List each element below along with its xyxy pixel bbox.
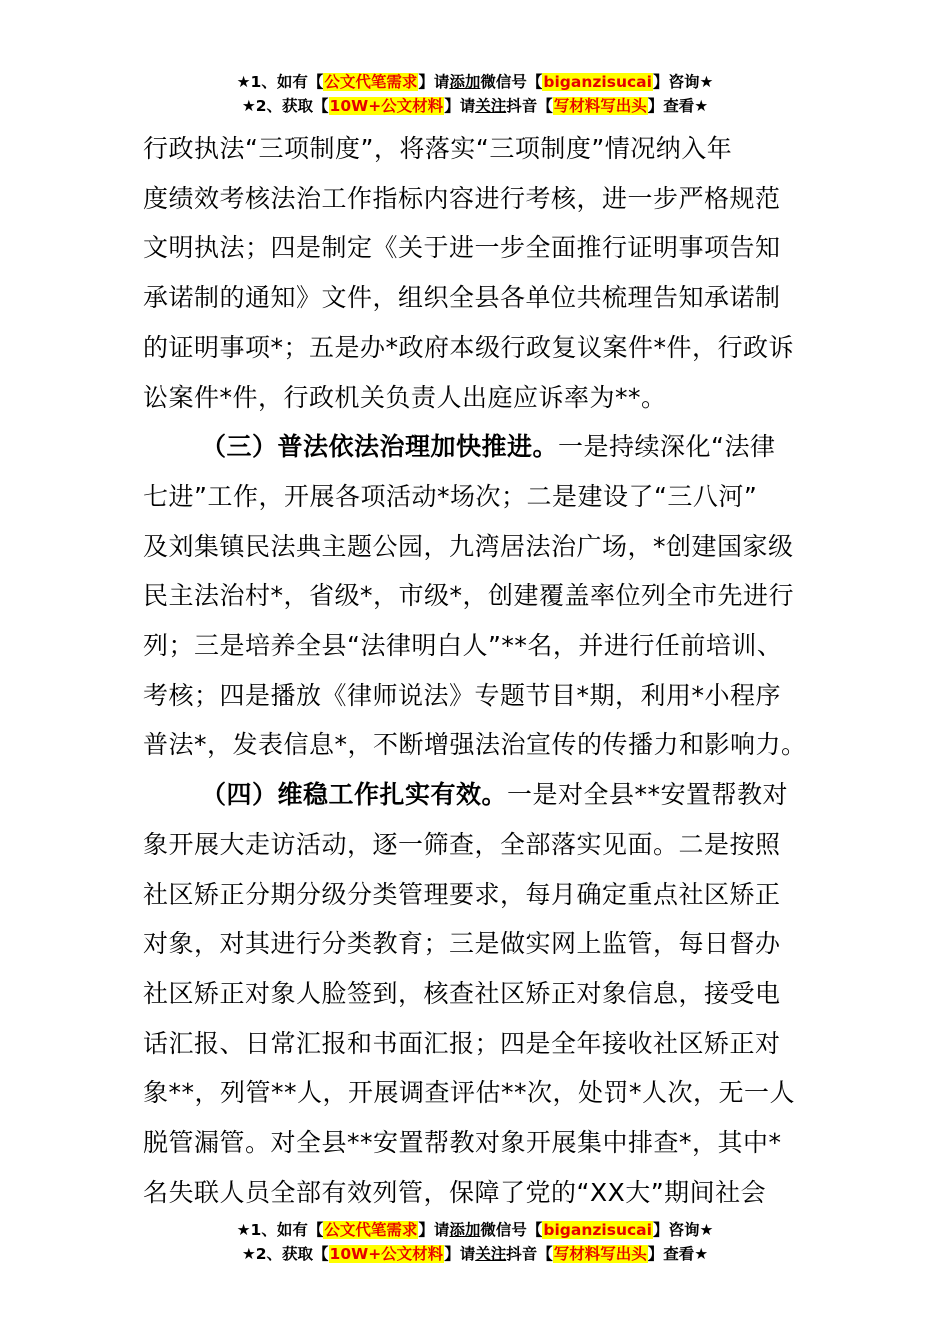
banner-text: 】咨询★: [652, 73, 714, 91]
text-line: 文明执法；四是制定《关于进一步全面推行证明事项告知: [143, 233, 781, 263]
text-line: 七进”工作，开展各项活动*场次；二是建设了“三八河”: [143, 481, 758, 511]
text-line: [143, 770, 815, 820]
highlight-douyin-account: 写材料写出头: [553, 97, 647, 115]
bottom-banner: [0, 1218, 950, 1266]
banner-text: 】请: [444, 1245, 476, 1263]
text-line: 社区矫正对象人脸签到，核查社区矫正对象信息，接受电: [143, 978, 781, 1008]
banner-text: 】请: [418, 73, 450, 91]
banner-text: 抖音【: [506, 97, 553, 115]
highlight-service: 公文代笔需求: [324, 73, 418, 91]
highlight-wechat-id: biganzisucai: [543, 1221, 652, 1239]
section-heading: （三）普法依法治理加快推进。: [201, 432, 559, 462]
text-line: 及刘集镇民法典主题公园，九湾居法治广场，*创建国家级: [143, 531, 794, 561]
text-line: 讼案件*件，行政机关负责人出庭应诉率为**。: [143, 382, 667, 412]
banner-text: ★1、如有【: [236, 1221, 324, 1239]
underlined-word: 添加: [449, 73, 481, 91]
paragraph-2: [143, 422, 815, 770]
banner-text: 】查看★: [647, 1245, 709, 1263]
banner-line-1: [0, 70, 950, 94]
banner-text: 微信号【: [480, 1221, 543, 1239]
text-run: 一是持续深化“法律: [558, 432, 776, 462]
text-line: 度绩效考核法治工作指标内容进行考核，进一步严格规范: [143, 183, 781, 213]
banner-text: ★2、获取【: [241, 97, 329, 115]
text-line: 普法*，发表信息*，不断增强法治宣传的传播力和影响力。: [143, 730, 807, 760]
text-line: 承诺制的通知》文件，组织全县各单位共梳理告知承诺制: [143, 283, 781, 313]
highlight-douyin-account: 写材料写出头: [553, 1245, 647, 1263]
text-line: 脱管漏管。对全县**安置帮教对象开展集中排查*，其中*: [143, 1128, 782, 1158]
banner-text: 微信号【: [480, 73, 543, 91]
banner-text: 】请: [418, 1221, 450, 1239]
banner-text: 】咨询★: [652, 1221, 714, 1239]
text-line: 的证明事项*；五是办*政府本级行政复议案件*件，行政诉: [143, 332, 795, 362]
underlined-word: 添加: [449, 1221, 481, 1239]
highlight-wechat-id: biganzisucai: [543, 73, 652, 91]
text-line: 行政执法“三项制度”，将落实“三项制度”情况纳入年: [143, 134, 733, 163]
paragraph-1: [143, 124, 815, 422]
text-line: 列；三是培养全县“法律明白人”**名，并进行任前培训、: [143, 631, 783, 661]
text-line: 考核；四是播放《律师说法》专题节目*期，利用*小程序: [143, 680, 782, 710]
text-line: 社区矫正分期分级分类管理要求，每月确定重点社区矫正: [143, 879, 781, 909]
text-line: 象**，列管**人，开展调查评估**次，处罚*人次，无一人: [143, 1078, 796, 1108]
banner-text: 】请: [444, 97, 476, 115]
banner-line-2: [0, 94, 950, 118]
banner-line-1: [0, 1218, 950, 1242]
highlight-materials: 10W+公文材料: [329, 1245, 444, 1263]
text-line: 象开展大走访活动，逐一筛查，全部落实见面。二是按照: [143, 829, 781, 859]
banner-text: ★2、获取【: [241, 1245, 329, 1263]
section-heading: （四）维稳工作扎实有效。: [201, 780, 508, 810]
highlight-service: 公文代笔需求: [324, 1221, 418, 1239]
highlight-materials: 10W+公文材料: [329, 97, 444, 115]
text-line: 名失联人员全部有效列管，保障了党的“XX大”期间社会: [143, 1177, 767, 1207]
underlined-word: 关注: [475, 1245, 507, 1263]
banner-text: 】查看★: [647, 97, 709, 115]
paragraph-3: [143, 770, 815, 1217]
text-line: 对象，对其进行分类教育；三是做实网上监管，每日督办: [143, 929, 781, 959]
text-line: [143, 422, 815, 472]
top-banner: [0, 70, 950, 118]
banner-text: 抖音【: [506, 1245, 553, 1263]
banner-line-2: [0, 1242, 950, 1266]
underlined-word: 关注: [475, 97, 507, 115]
text-run: 一是对全县**安置帮教对: [507, 780, 789, 810]
text-line: 话汇报、日常汇报和书面汇报；四是全年接收社区矫正对: [143, 1028, 781, 1058]
text-line: 民主法治村*，省级*，市级*，创建覆盖率位列全市先进行: [143, 581, 795, 611]
banner-text: ★1、如有【: [236, 73, 324, 91]
document-body: [143, 124, 815, 1217]
